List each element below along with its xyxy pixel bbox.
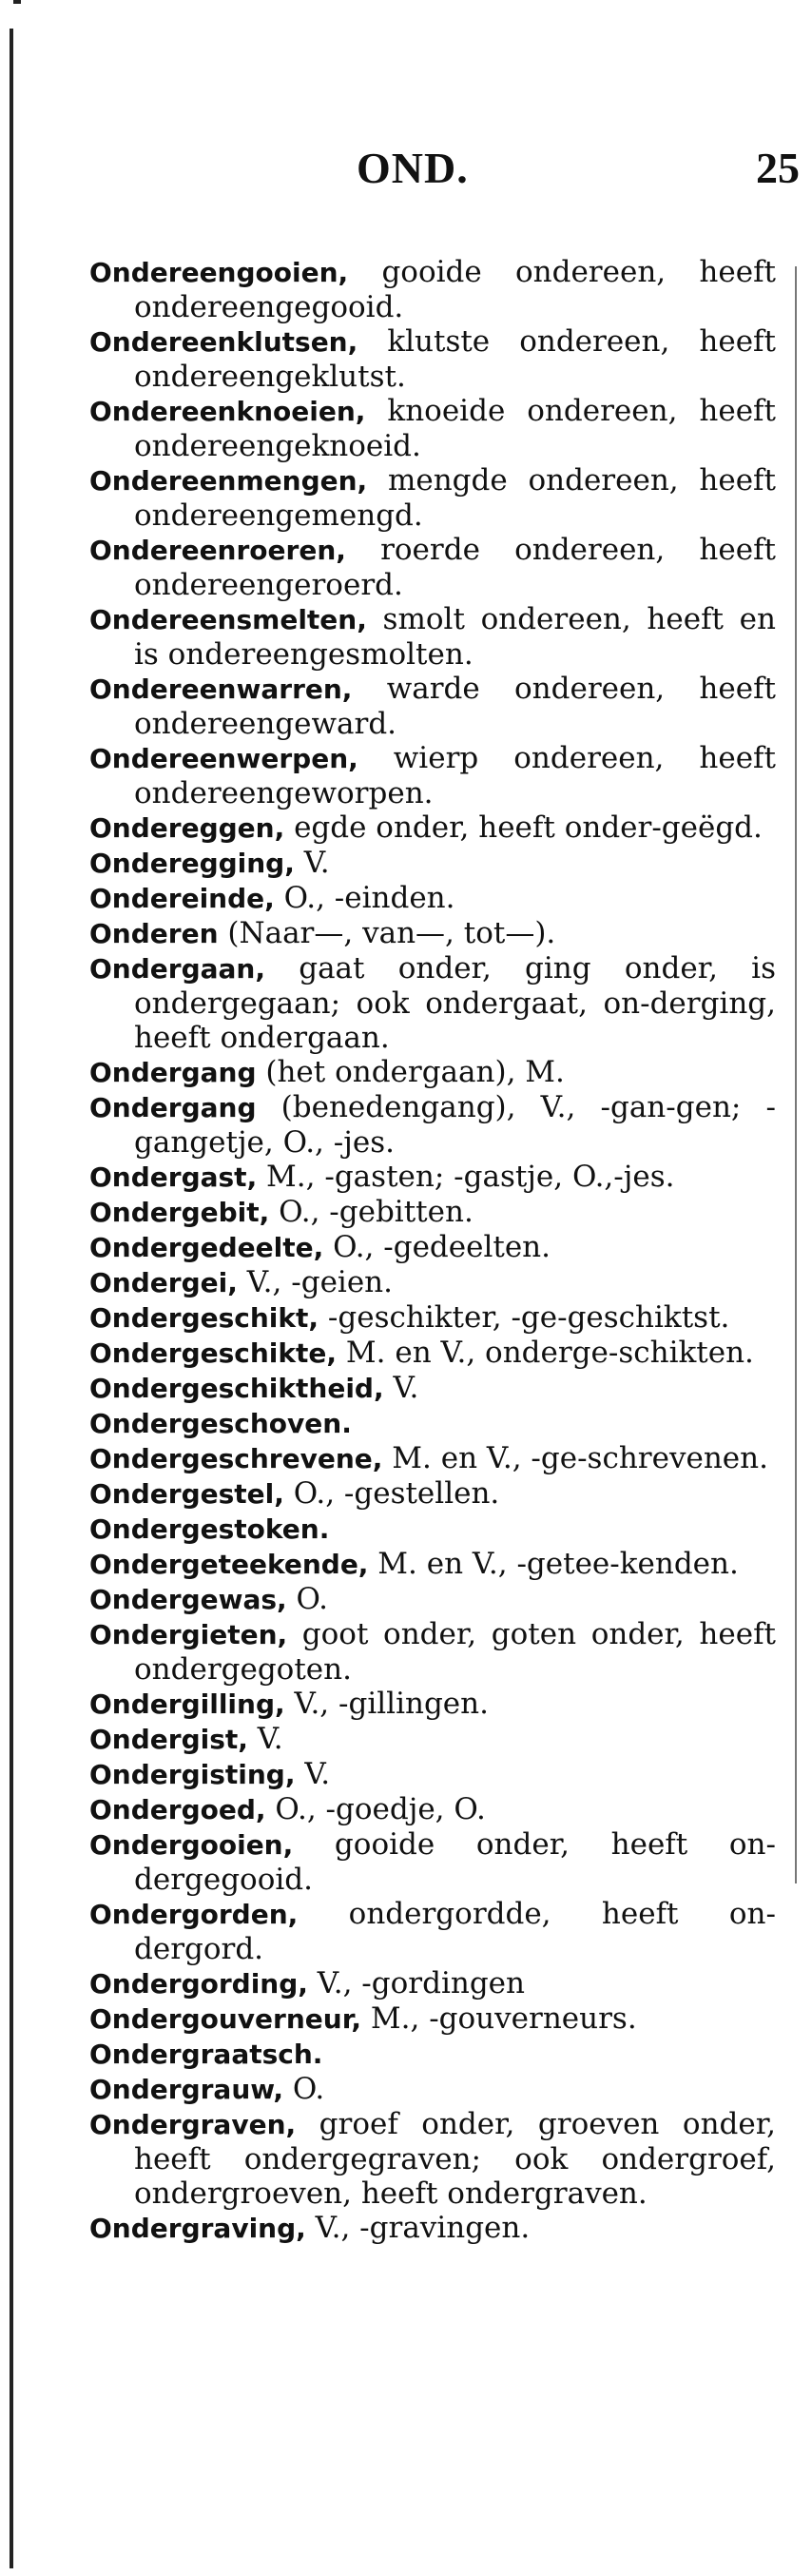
entry-headword: Ondergeschrevene, (89, 1443, 383, 1474)
entry-headword: Ondereenknoeien, (89, 396, 366, 427)
entry-definition: V., -gordingen (307, 1966, 525, 2000)
entry-headword: Ondereenroeren, (89, 535, 346, 566)
entry (89, 1476, 776, 1512)
entry-definition: O. (286, 1582, 328, 1616)
entry-headword: Ondergewas, (89, 1584, 287, 1615)
entry-headword: Ondergeteekende, (89, 1549, 369, 1580)
entry (89, 2037, 776, 2072)
entry (89, 1090, 776, 1160)
entry (89, 741, 776, 810)
entry-definition: M., -gasten; -gastje, O.,-jes. (257, 1160, 675, 1194)
entry (89, 2211, 776, 2246)
entry (89, 951, 776, 1055)
entry-definition: gaat onder, ging onder, is ondergegaan; ook ondergaat, on-derging, heeft ondergaan. (134, 951, 776, 1055)
entry-definition: mengde ondereen, heeft ondereengemengd. (134, 463, 776, 533)
entry-definition: groef onder, groeven onder, heeft ondergegraven; ook ondergroef, ondergroeven, heeft ondergraven. (134, 2107, 776, 2211)
entry-definition: warde ondereen, heeft ondereengeward. (134, 672, 776, 741)
entry (89, 672, 776, 741)
entry (89, 1827, 776, 1897)
entry-definition: O., -gebitten. (269, 1195, 474, 1229)
entry-headword: Ondergrauw, (89, 2074, 283, 2105)
entry-headword: Ondereengooien, (89, 257, 349, 288)
entry-headword: Ondergedeelte, (89, 1232, 324, 1263)
entry (89, 1265, 776, 1300)
entry-definition: (Naar—, van—, tot—). (218, 916, 556, 950)
entry-definition: O., -einden. (274, 881, 455, 915)
entry-definition: O., -goedje, O. (265, 1792, 486, 1826)
entry-definition: knoeide ondereen, heeft ondereengeknoeid. (134, 394, 776, 463)
entry (89, 1406, 776, 1441)
entry-headword: Onderen (89, 918, 219, 949)
head-word: OND. (357, 144, 469, 192)
entry-definition: gooide onder, heeft on-dergegooid. (134, 1827, 776, 1897)
entry-headword: Ondereggen, (89, 812, 285, 844)
entry-headword: Ondergeschoven. (89, 1408, 352, 1439)
entry-definition: smolt ondereen, heeft en is ondereengesmolten. (134, 602, 776, 672)
entry (89, 846, 776, 881)
entry-definition: V. (294, 846, 330, 880)
entry-definition: V. (247, 1722, 283, 1756)
entry (89, 1792, 776, 1827)
entry-definition: wierp ondereen, heeft ondereengeworpen. (134, 741, 776, 810)
entry-definition: V., -gravingen. (305, 2211, 531, 2245)
entry-definition: O. (282, 2072, 325, 2106)
entry-headword: Ondergaan, (89, 953, 265, 985)
entry-headword: Ondereenmengen, (89, 465, 368, 497)
entry (89, 1722, 776, 1757)
entry (89, 394, 776, 463)
entry-headword: Ondereensmelten, (89, 604, 367, 635)
entry-headword: Ondergooien, (89, 1829, 294, 1861)
page-number: 25 (756, 144, 800, 192)
entry-headword: Ondergeschiktheid, (89, 1373, 384, 1404)
entry-definition: V. (383, 1371, 419, 1405)
entry-headword: Ondergieten, (89, 1619, 288, 1650)
entry (89, 1230, 776, 1265)
entry-definition: M. en V., -ge-schrevenen. (382, 1441, 768, 1475)
entry (89, 1687, 776, 1722)
entry (89, 1160, 776, 1195)
entry (89, 1547, 776, 1582)
entry-definition: goot onder, goten onder, heeft ondergegoten. (134, 1617, 776, 1687)
entry-definition: V., -gillingen. (284, 1687, 489, 1721)
entry-headword: Ondergorden, (89, 1899, 299, 1930)
entry (89, 810, 776, 846)
entry-headword: Ondergeschikte, (89, 1337, 338, 1369)
entry-definition: klutste ondereen, heeft ondereengeklutst. (134, 324, 776, 394)
entry (89, 324, 776, 394)
entry-definition: (benedengang), V., -gan-gen; -gangetje, O., -jes. (134, 1090, 776, 1160)
entry-definition: roerde ondereen, heeft ondereengeroerd. (134, 533, 776, 602)
entry (89, 1336, 776, 1371)
entry (89, 881, 776, 916)
entry-definition: -geschikter, -ge-geschiktst. (319, 1300, 730, 1335)
entry-definition: O., -gedeelten. (323, 1230, 551, 1264)
entry-definition: ondergordde, heeft on-dergord. (134, 1897, 776, 1966)
entry (89, 255, 776, 324)
entry-definition: O., -gestellen. (283, 1476, 500, 1511)
entry (89, 1371, 776, 1406)
entry-headword: Ondergist, (89, 1724, 248, 1755)
entry-headword: Ondergast, (89, 1161, 258, 1193)
entry-headword: Ondergraving, (89, 2213, 306, 2244)
dictionary-entries (89, 255, 776, 2246)
entry-headword: Ondergording, (89, 1968, 308, 2000)
entry-definition: gooide ondereen, heeft ondereengegooid. (134, 255, 776, 324)
entry-headword: Ondergouverneur, (89, 2003, 362, 2035)
entry (89, 533, 776, 602)
entry-headword: Ondereenwerpen, (89, 743, 358, 774)
entry-headword: Ondergestoken. (89, 1513, 330, 1545)
entry (89, 1897, 776, 1966)
corner-mark (13, 0, 21, 4)
entry-headword: Ondereinde, (89, 883, 275, 914)
entry-definition: V. (295, 1757, 331, 1791)
entry (89, 1195, 776, 1230)
entry (89, 2107, 776, 2211)
entry (89, 1512, 776, 1547)
entry-headword: Ondergraven, (89, 2109, 297, 2140)
entry-headword: Ondergisting, (89, 1759, 296, 1790)
entry (89, 916, 776, 951)
entry (89, 1966, 776, 2001)
running-head (0, 143, 812, 200)
left-margin-rule (10, 29, 13, 2568)
right-margin-rule (795, 266, 797, 1883)
entry-headword: Ondergebit, (89, 1197, 270, 1228)
entry (89, 602, 776, 672)
entry (89, 1441, 776, 1476)
entry-headword: Ondereenklutsen, (89, 326, 358, 358)
entry-headword: Ondergeschikt, (89, 1302, 319, 1334)
entry-headword: Ondergraatsch. (89, 2039, 323, 2070)
entry-headword: Ondergang (89, 1092, 257, 1123)
entry-headword: Ondergoed, (89, 1794, 266, 1825)
entry (89, 1300, 776, 1336)
entry-definition: (het ondergaan), M. (256, 1055, 565, 1089)
entry (89, 1757, 776, 1792)
entry-headword: Ondergestel, (89, 1478, 284, 1510)
entry-definition: V., -geien. (237, 1265, 393, 1299)
entry-headword: Ondereenwarren, (89, 673, 353, 705)
entry-headword: Ondergei, (89, 1267, 238, 1298)
entry-headword: Ondergilling, (89, 1688, 285, 1720)
entry (89, 2001, 776, 2037)
entry-headword: Onderegging, (89, 848, 295, 879)
entry-definition: M., -gouverneurs. (361, 2001, 637, 2036)
entry (89, 1582, 776, 1617)
entry (89, 2072, 776, 2107)
entry (89, 1617, 776, 1687)
entry-definition: egde onder, heeft onder-geëgd. (284, 810, 763, 845)
entry (89, 463, 776, 533)
entry-definition: M. en V., -getee-kenden. (368, 1547, 739, 1581)
entry (89, 1055, 776, 1090)
entry-headword: Ondergang (89, 1057, 257, 1088)
entry-definition: M. en V., onderge-schikten. (337, 1336, 754, 1370)
